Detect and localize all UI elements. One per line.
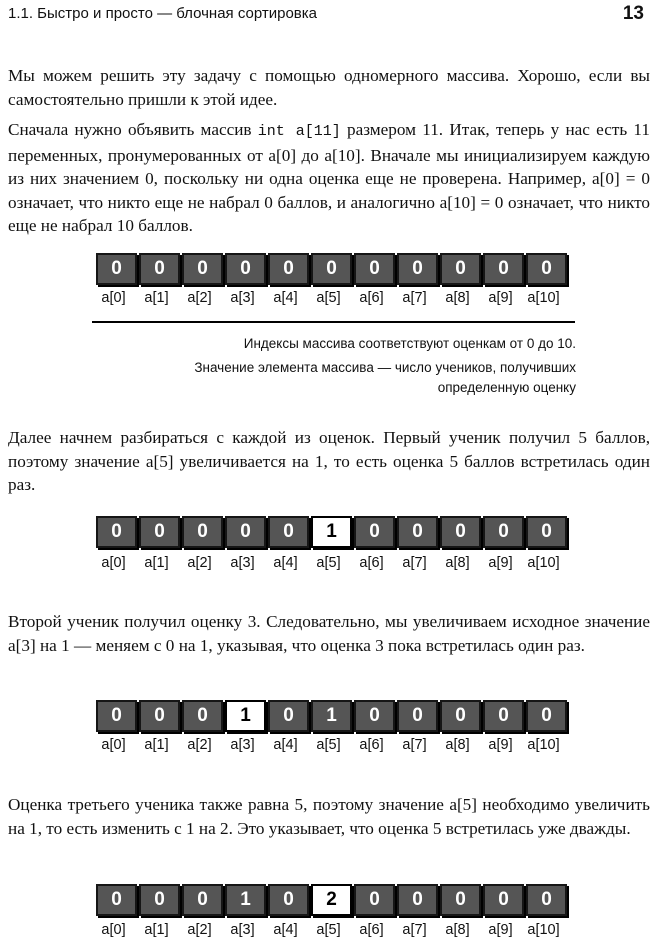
array-cell: 0 (139, 884, 180, 916)
array-cell: 0 (440, 884, 481, 916)
index-label: a[0] (101, 555, 126, 571)
array-cell: 0 (268, 884, 309, 916)
index-labels-3 (92, 737, 565, 753)
array-cell: 0 (96, 884, 137, 916)
array-cell: 0 (397, 516, 438, 548)
array-cell: 0 (483, 253, 524, 285)
index-label: a[5] (316, 290, 341, 306)
index-labels-1 (92, 290, 565, 306)
index-label: a[1] (144, 737, 169, 753)
array-diagram-3 (96, 700, 569, 732)
index-label: a[9] (488, 290, 513, 306)
index-label: a[9] (488, 737, 513, 753)
paragraph-5: Оценка третьего ученика также равна 5, поэтому значение a[5] необходимо увеличить на 1, то есть изменить с 1 на 2. Это указывает, что оценка 5 встретилась уже дважды. (8, 795, 650, 838)
array-cell: 0 (96, 516, 137, 548)
chapter-title: 1.1. Быстро и просто — блочная сортировка (8, 5, 318, 22)
index-label: a[2] (187, 922, 212, 938)
array-cell: 0 (311, 253, 352, 285)
array-cell: 0 (440, 253, 481, 285)
caption-line-2: Значение элемента массива — число учеников, получивших (194, 360, 576, 375)
array-cell: 1 (225, 700, 266, 732)
index-label: a[10] (527, 737, 560, 753)
array-cell: 1 (311, 700, 352, 732)
array-diagram-2 (96, 516, 569, 548)
array-cell: 0 (354, 516, 395, 548)
array-cell: 2 (311, 884, 352, 916)
index-label: a[10] (527, 922, 560, 938)
index-label: a[2] (187, 290, 212, 306)
index-label: a[1] (144, 555, 169, 571)
index-label: a[4] (273, 555, 298, 571)
paragraph-2-rest: размером 11. Итак, теперь у нас есть 11 переменных, пронумерованных от a[0] до a[10]. Вначале мы инициализируем каждую из них значением 0, поскольку ни одна оценка еще не проверена. Например, a[0] = 0 означает, что никто еще не набрал 0 баллов, и аналогично a[10] = 0 означает, что никто еще не набрал 10 баллов. (8, 120, 650, 235)
array-cell: 0 (225, 253, 266, 285)
page-number: 13 (622, 3, 644, 24)
index-label: a[0] (101, 290, 126, 306)
index-label: a[4] (273, 737, 298, 753)
paragraph-4: Второй ученик получил оценку 3. Следовательно, мы увеличиваем исходное значение a[3] на 1 — меняем с 0 на 1, указывая, что оценка 3 пока встретилась один раз. (8, 612, 650, 655)
array-cell: 0 (139, 516, 180, 548)
index-label: a[3] (230, 922, 255, 938)
array-cell: 0 (182, 516, 223, 548)
array-cell: 0 (354, 253, 395, 285)
array-cell: 0 (440, 516, 481, 548)
array-cell: 0 (440, 700, 481, 732)
array-cell: 0 (268, 516, 309, 548)
array-cell: 0 (139, 253, 180, 285)
index-labels-4 (92, 922, 565, 938)
index-label: a[8] (445, 922, 470, 938)
array-diagram-1 (96, 253, 569, 285)
array-cell: 0 (182, 700, 223, 732)
paragraph-2-start: Сначала нужно объявить массив (8, 120, 258, 139)
index-label: a[7] (402, 922, 427, 938)
index-label: a[2] (187, 737, 212, 753)
caption-line-3: определенную оценку (437, 380, 576, 395)
index-label: a[7] (402, 555, 427, 571)
array-cell: 0 (139, 700, 180, 732)
index-label: a[5] (316, 737, 341, 753)
index-labels-2 (92, 555, 565, 571)
index-label: a[8] (445, 555, 470, 571)
index-label: a[7] (402, 290, 427, 306)
array-cell: 0 (526, 516, 567, 548)
index-label: a[6] (359, 737, 384, 753)
array-diagram-4 (96, 884, 569, 916)
array-cell: 0 (96, 253, 137, 285)
array-cell: 0 (397, 700, 438, 732)
index-label: a[3] (230, 737, 255, 753)
index-label: a[8] (445, 737, 470, 753)
index-label: a[6] (359, 922, 384, 938)
page-header (8, 3, 648, 25)
array-cell: 0 (268, 253, 309, 285)
index-label: a[5] (316, 922, 341, 938)
array-cell: 0 (483, 516, 524, 548)
index-label: a[9] (488, 922, 513, 938)
array-cell: 0 (397, 884, 438, 916)
index-label: a[4] (273, 922, 298, 938)
index-label: a[0] (101, 922, 126, 938)
array-cell: 1 (225, 884, 266, 916)
index-label: a[4] (273, 290, 298, 306)
paragraph-2 (8, 118, 650, 238)
array-cell: 0 (96, 700, 137, 732)
array-cell: 0 (483, 884, 524, 916)
index-label: a[5] (316, 555, 341, 571)
index-label: a[8] (445, 290, 470, 306)
index-label: a[0] (101, 737, 126, 753)
array-cell: 0 (268, 700, 309, 732)
array-cell: 1 (311, 516, 352, 548)
array-cell: 0 (526, 700, 567, 732)
caption-rule (92, 321, 575, 323)
caption-line-1: Индексы массива соответствуют оценкам от 0 до 10. (243, 336, 576, 351)
array-cell: 0 (354, 700, 395, 732)
index-label: a[1] (144, 922, 169, 938)
array-cell: 0 (526, 884, 567, 916)
index-label: a[1] (144, 290, 169, 306)
code-declaration: int a[11] (257, 123, 341, 140)
array-cell: 0 (397, 253, 438, 285)
array-cell: 0 (526, 253, 567, 285)
array-cell: 0 (483, 700, 524, 732)
index-label: a[6] (359, 555, 384, 571)
index-label: a[3] (230, 555, 255, 571)
array-cell: 0 (182, 253, 223, 285)
paragraph-1: Мы можем решить эту задачу с помощью одномерного массива. Хорошо, если вы самостоятельно пришли к этой идее. (8, 66, 650, 109)
index-label: a[3] (230, 290, 255, 306)
array-cell: 0 (225, 516, 266, 548)
paragraph-3: Далее начнем разбираться с каждой из оценок. Первый ученик получил 5 баллов, поэтому значение a[5] увеличивается на 1, то есть оценка 5 баллов встретилась один раз. (8, 428, 650, 494)
array-cell: 0 (182, 884, 223, 916)
array-cell: 0 (354, 884, 395, 916)
index-label: a[7] (402, 737, 427, 753)
index-label: a[2] (187, 555, 212, 571)
index-label: a[10] (527, 555, 560, 571)
index-label: a[6] (359, 290, 384, 306)
index-label: a[10] (527, 290, 560, 306)
index-label: a[9] (488, 555, 513, 571)
